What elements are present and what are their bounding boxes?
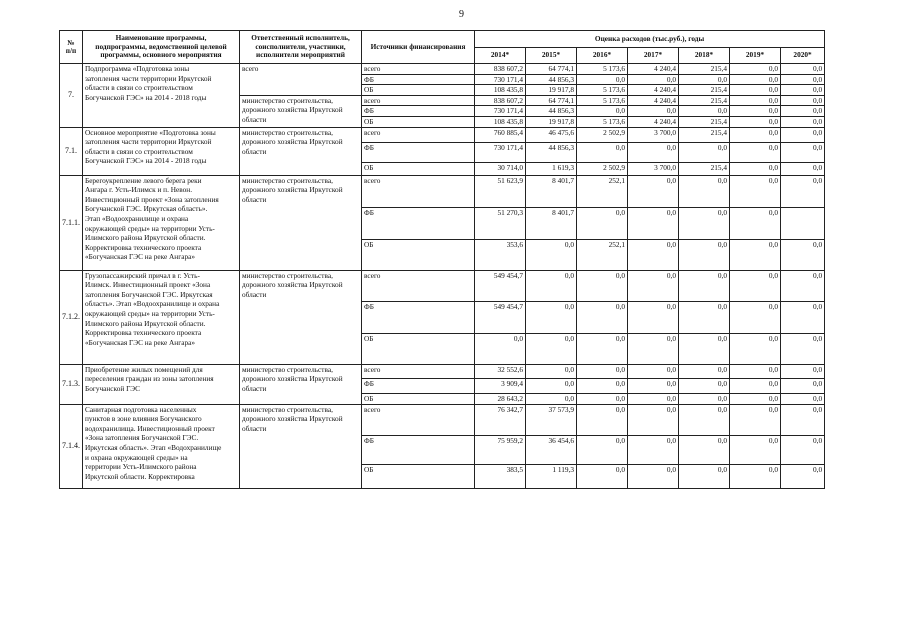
cost-value: 215,4 — [679, 162, 730, 175]
cost-value: 5 173,6 — [577, 85, 628, 96]
cost-value: 0,0 — [730, 435, 781, 464]
cost-value: 3 909,4 — [475, 378, 526, 393]
cost-value: 0,0 — [781, 333, 825, 364]
cost-value: 0,0 — [577, 106, 628, 117]
cost-value: 0,0 — [730, 270, 781, 301]
row-number: 7. — [60, 64, 83, 128]
cost-value: 64 774,1 — [526, 95, 577, 106]
cost-value: 0,0 — [628, 301, 679, 333]
header-year: 2018* — [679, 48, 730, 64]
cost-value: 0,0 — [628, 270, 679, 301]
cost-value: 76 342,7 — [475, 404, 526, 435]
cost-value: 0,0 — [781, 116, 825, 127]
responsible-executor: министерство строительства, дорожного хозяйства Иркутской области — [240, 364, 362, 404]
cost-value: 0,0 — [781, 435, 825, 464]
cost-value: 3 700,0 — [628, 127, 679, 142]
funding-source: ОБ — [362, 85, 475, 96]
measure-name: Подпрограмма «Подготовка зоны затопления части территории Иркутской области в связи со строительством Богучанской ГЭС» на 2014 - 2018 годы — [83, 64, 240, 128]
cost-value: 5 173,6 — [577, 116, 628, 127]
cost-value: 75 959,2 — [475, 435, 526, 464]
cost-value: 0,0 — [475, 333, 526, 364]
responsible-executor: министерство строительства, дорожного хозяйства Иркутской области — [240, 175, 362, 270]
cost-value: 0,0 — [679, 175, 730, 207]
table-row — [60, 404, 825, 435]
page-number: 9 — [459, 9, 464, 20]
cost-value: 838 607,2 — [475, 95, 526, 106]
cost-value: 0,0 — [781, 74, 825, 85]
cost-value: 0,0 — [730, 301, 781, 333]
funding-source: ОБ — [362, 116, 475, 127]
cost-value: 0,0 — [628, 378, 679, 393]
responsible-executor: министерство строительства, дорожного хозяйства Иркутской области — [240, 404, 362, 488]
cost-value: 2 502,9 — [577, 162, 628, 175]
cost-value: 0,0 — [679, 301, 730, 333]
cost-value: 0,0 — [577, 74, 628, 85]
funding-source: ФБ — [362, 142, 475, 162]
cost-value: 44 856,3 — [526, 142, 577, 162]
row-number: 7.1.2. — [60, 270, 83, 364]
cost-value: 215,4 — [679, 116, 730, 127]
cost-value: 0,0 — [679, 239, 730, 270]
row-number: 7.1.4. — [60, 404, 83, 488]
row-number: 7.1. — [60, 127, 83, 175]
funding-source: ОБ — [362, 333, 475, 364]
budget-table — [59, 30, 825, 489]
funding-source: ФБ — [362, 301, 475, 333]
cost-value: 353,6 — [475, 239, 526, 270]
cost-value: 0,0 — [628, 333, 679, 364]
cost-value: 0,0 — [679, 464, 730, 488]
measure-name: Приобретение жилых помещений для переселения граждан из зоны затопления Богучанской ГЭС — [83, 364, 240, 404]
cost-value: 0,0 — [781, 64, 825, 75]
cost-value: 0,0 — [679, 207, 730, 239]
header-source: Источники финансирования — [362, 31, 475, 64]
header-year: 2014* — [475, 48, 526, 64]
cost-value: 0,0 — [526, 378, 577, 393]
cost-value: 0,0 — [577, 364, 628, 378]
funding-source: ФБ — [362, 435, 475, 464]
cost-value: 0,0 — [526, 393, 577, 404]
cost-value: 0,0 — [781, 404, 825, 435]
cost-value: 0,0 — [781, 175, 825, 207]
cost-value: 0,0 — [781, 127, 825, 142]
cost-value: 0,0 — [628, 175, 679, 207]
cost-value: 0,0 — [577, 435, 628, 464]
cost-value: 549 454,7 — [475, 301, 526, 333]
cost-value: 0,0 — [526, 333, 577, 364]
cost-value: 46 475,6 — [526, 127, 577, 142]
cost-value: 0,0 — [730, 106, 781, 117]
cost-value: 252,1 — [577, 239, 628, 270]
cost-value: 0,0 — [781, 85, 825, 96]
cost-value: 8 401,7 — [526, 207, 577, 239]
cost-value: 0,0 — [577, 142, 628, 162]
cost-value: 0,0 — [730, 364, 781, 378]
cost-value: 0,0 — [526, 239, 577, 270]
cost-value: 0,0 — [577, 464, 628, 488]
cost-value: 730 171,4 — [475, 142, 526, 162]
cost-value: 0,0 — [781, 95, 825, 106]
cost-value: 0,0 — [679, 333, 730, 364]
cost-value: 0,0 — [526, 301, 577, 333]
cost-value: 108 435,8 — [475, 85, 526, 96]
cost-value: 0,0 — [679, 404, 730, 435]
responsible-executor: министерство строительства, дорожного хозяйства Иркутской области — [240, 127, 362, 175]
cost-value: 108 435,8 — [475, 116, 526, 127]
cost-value: 30 714,0 — [475, 162, 526, 175]
cost-value: 0,0 — [577, 404, 628, 435]
header-year: 2019* — [730, 48, 781, 64]
cost-value: 0,0 — [628, 142, 679, 162]
cost-value: 8 401,7 — [526, 175, 577, 207]
cost-value: 0,0 — [730, 175, 781, 207]
header-year: 2016* — [577, 48, 628, 64]
cost-value: 215,4 — [679, 85, 730, 96]
funding-source: ОБ — [362, 239, 475, 270]
cost-value: 4 240,4 — [628, 64, 679, 75]
cost-value: 215,4 — [679, 127, 730, 142]
cost-value: 1 119,3 — [526, 464, 577, 488]
funding-source: ФБ — [362, 378, 475, 393]
cost-value: 760 885,4 — [475, 127, 526, 142]
cost-value: 0,0 — [781, 106, 825, 117]
cost-value: 383,5 — [475, 464, 526, 488]
cost-value: 5 173,6 — [577, 95, 628, 106]
funding-source: ОБ — [362, 464, 475, 488]
responsible-executor: всего — [240, 64, 362, 96]
cost-value: 0,0 — [730, 64, 781, 75]
cost-value: 0,0 — [577, 333, 628, 364]
cost-value: 0,0 — [628, 106, 679, 117]
cost-value: 1 619,3 — [526, 162, 577, 175]
cost-value: 0,0 — [730, 464, 781, 488]
cost-value: 0,0 — [781, 142, 825, 162]
cost-value: 0,0 — [679, 435, 730, 464]
cost-value: 0,0 — [781, 464, 825, 488]
cost-value: 0,0 — [577, 301, 628, 333]
cost-value: 0,0 — [781, 378, 825, 393]
cost-value: 0,0 — [781, 239, 825, 270]
cost-value: 28 643,2 — [475, 393, 526, 404]
cost-value: 0,0 — [781, 393, 825, 404]
cost-value: 0,0 — [730, 393, 781, 404]
cost-value: 32 552,6 — [475, 364, 526, 378]
measure-name: Основное мероприятие «Подготовка зоны затопления части территории Иркутской области в связи со строительством Богучанской ГЭС» на 2014 - 2018 годы — [83, 127, 240, 175]
cost-value: 0,0 — [577, 270, 628, 301]
cost-value: 0,0 — [781, 270, 825, 301]
cost-value: 215,4 — [679, 95, 730, 106]
cost-value: 0,0 — [679, 378, 730, 393]
cost-value: 0,0 — [730, 333, 781, 364]
cost-value: 0,0 — [628, 207, 679, 239]
cost-value: 2 502,9 — [577, 127, 628, 142]
cost-value: 5 173,6 — [577, 64, 628, 75]
funding-source: ОБ — [362, 162, 475, 175]
funding-source: ФБ — [362, 207, 475, 239]
cost-value: 36 454,6 — [526, 435, 577, 464]
cost-value: 730 171,4 — [475, 106, 526, 117]
cost-value: 0,0 — [730, 74, 781, 85]
cost-value: 0,0 — [730, 95, 781, 106]
header-number: № п/п — [60, 31, 83, 64]
cost-value: 0,0 — [730, 142, 781, 162]
cost-value: 0,0 — [526, 270, 577, 301]
responsible-executor: министерство строительства, дорожного хозяйства Иркутской области — [240, 95, 362, 127]
table-row — [60, 270, 825, 301]
header-responsible: Ответственный исполнитель, соисполнители, участники, исполнители мероприятий — [240, 31, 362, 64]
cost-value: 19 917,8 — [526, 116, 577, 127]
cost-value: 0,0 — [628, 74, 679, 85]
table-row — [60, 64, 825, 75]
cost-value: 0,0 — [679, 393, 730, 404]
cost-value: 0,0 — [679, 142, 730, 162]
cost-value: 0,0 — [628, 404, 679, 435]
cost-value: 0,0 — [781, 162, 825, 175]
cost-value: 0,0 — [730, 207, 781, 239]
cost-value: 0,0 — [730, 162, 781, 175]
header-name: Наименование программы, подпрограммы, ведомственной целевой программы, основного мероприятия — [83, 31, 240, 64]
cost-value: 64 774,1 — [526, 64, 577, 75]
cost-value: 0,0 — [628, 364, 679, 378]
cost-value: 0,0 — [730, 85, 781, 96]
cost-value: 0,0 — [781, 364, 825, 378]
cost-value: 0,0 — [730, 116, 781, 127]
cost-value: 0,0 — [679, 106, 730, 117]
table-row — [60, 175, 825, 207]
cost-value: 0,0 — [730, 378, 781, 393]
cost-value: 51 623,9 — [475, 175, 526, 207]
cost-value: 37 573,9 — [526, 404, 577, 435]
cost-value: 0,0 — [628, 239, 679, 270]
cost-value: 0,0 — [526, 364, 577, 378]
cost-value: 0,0 — [577, 378, 628, 393]
table-row — [60, 364, 825, 378]
cost-value: 4 240,4 — [628, 95, 679, 106]
row-number: 7.1.3. — [60, 364, 83, 404]
cost-value: 4 240,4 — [628, 116, 679, 127]
row-number: 7.1.1. — [60, 175, 83, 270]
funding-source: ФБ — [362, 106, 475, 117]
funding-source: всего — [362, 127, 475, 142]
responsible-executor: министерство строительства, дорожного хозяйства Иркутской области — [240, 270, 362, 364]
cost-value: 0,0 — [628, 435, 679, 464]
funding-source: всего — [362, 364, 475, 378]
measure-name: Грузопассажирский причал в г. Усть- Илимск. Инвестиционный проект «Зона затопления Богучанской ГЭС. Иркутская область». Этап «Водоохранилище и охрана окружающей среды» на территории Усть- Илимского района Иркутской области. Корректировка технического проекта «Богучанская ГЭС на реке Ангара» — [83, 270, 240, 364]
cost-value: 3 700,0 — [628, 162, 679, 175]
header-year: 2017* — [628, 48, 679, 64]
funding-source: всего — [362, 404, 475, 435]
cost-value: 44 856,3 — [526, 74, 577, 85]
cost-value: 0,0 — [679, 74, 730, 85]
cost-value: 0,0 — [679, 270, 730, 301]
cost-value: 0,0 — [730, 404, 781, 435]
cost-value: 730 171,4 — [475, 74, 526, 85]
header-costs: Оценка расходов (тыс.руб.), годы — [475, 31, 825, 48]
cost-value: 51 270,3 — [475, 207, 526, 239]
cost-value: 0,0 — [730, 239, 781, 270]
cost-value: 0,0 — [730, 127, 781, 142]
cost-value: 19 917,8 — [526, 85, 577, 96]
cost-value: 0,0 — [577, 207, 628, 239]
header-year: 2015* — [526, 48, 577, 64]
header-year: 2020* — [781, 48, 825, 64]
cost-value: 549 454,7 — [475, 270, 526, 301]
cost-value: 0,0 — [679, 364, 730, 378]
cost-value: 0,0 — [781, 301, 825, 333]
funding-source: ОБ — [362, 393, 475, 404]
cost-value — [781, 207, 825, 239]
funding-source: всего — [362, 64, 475, 75]
cost-value: 838 607,2 — [475, 64, 526, 75]
funding-source: всего — [362, 175, 475, 207]
measure-name: Берегоукрепление левого берега реки Ангара г. Усть-Илимск и п. Невон. Инвестиционный проект «Зона затопления Богучанской ГЭС. Иркутская область». Этап «Водоохранилище и охрана окружающей среды» на территории Усть- Илимского района Иркутской области. Корректировка технического проекта «Богучанская ГЭС на реке Ангара» — [83, 175, 240, 270]
cost-value: 0,0 — [628, 393, 679, 404]
cost-value: 4 240,4 — [628, 85, 679, 96]
funding-source: всего — [362, 270, 475, 301]
cost-value: 215,4 — [679, 64, 730, 75]
cost-value: 0,0 — [628, 464, 679, 488]
measure-name: Санитарная подготовка населенных пунктов в зоне влияния Богучанского водохранилища. Инвестиционный проект «Зона затопления Богучанской ГЭС. Иркутская область». Этап «Водохранилище и охрана окружающей среды» на территории Усть-Илимского района Иркутской области. Корректировка — [83, 404, 240, 488]
table-row — [60, 127, 825, 142]
cost-value: 44 856,3 — [526, 106, 577, 117]
cost-value: 0,0 — [577, 393, 628, 404]
funding-source: ФБ — [362, 74, 475, 85]
funding-source: всего — [362, 95, 475, 106]
cost-value: 252,1 — [577, 175, 628, 207]
